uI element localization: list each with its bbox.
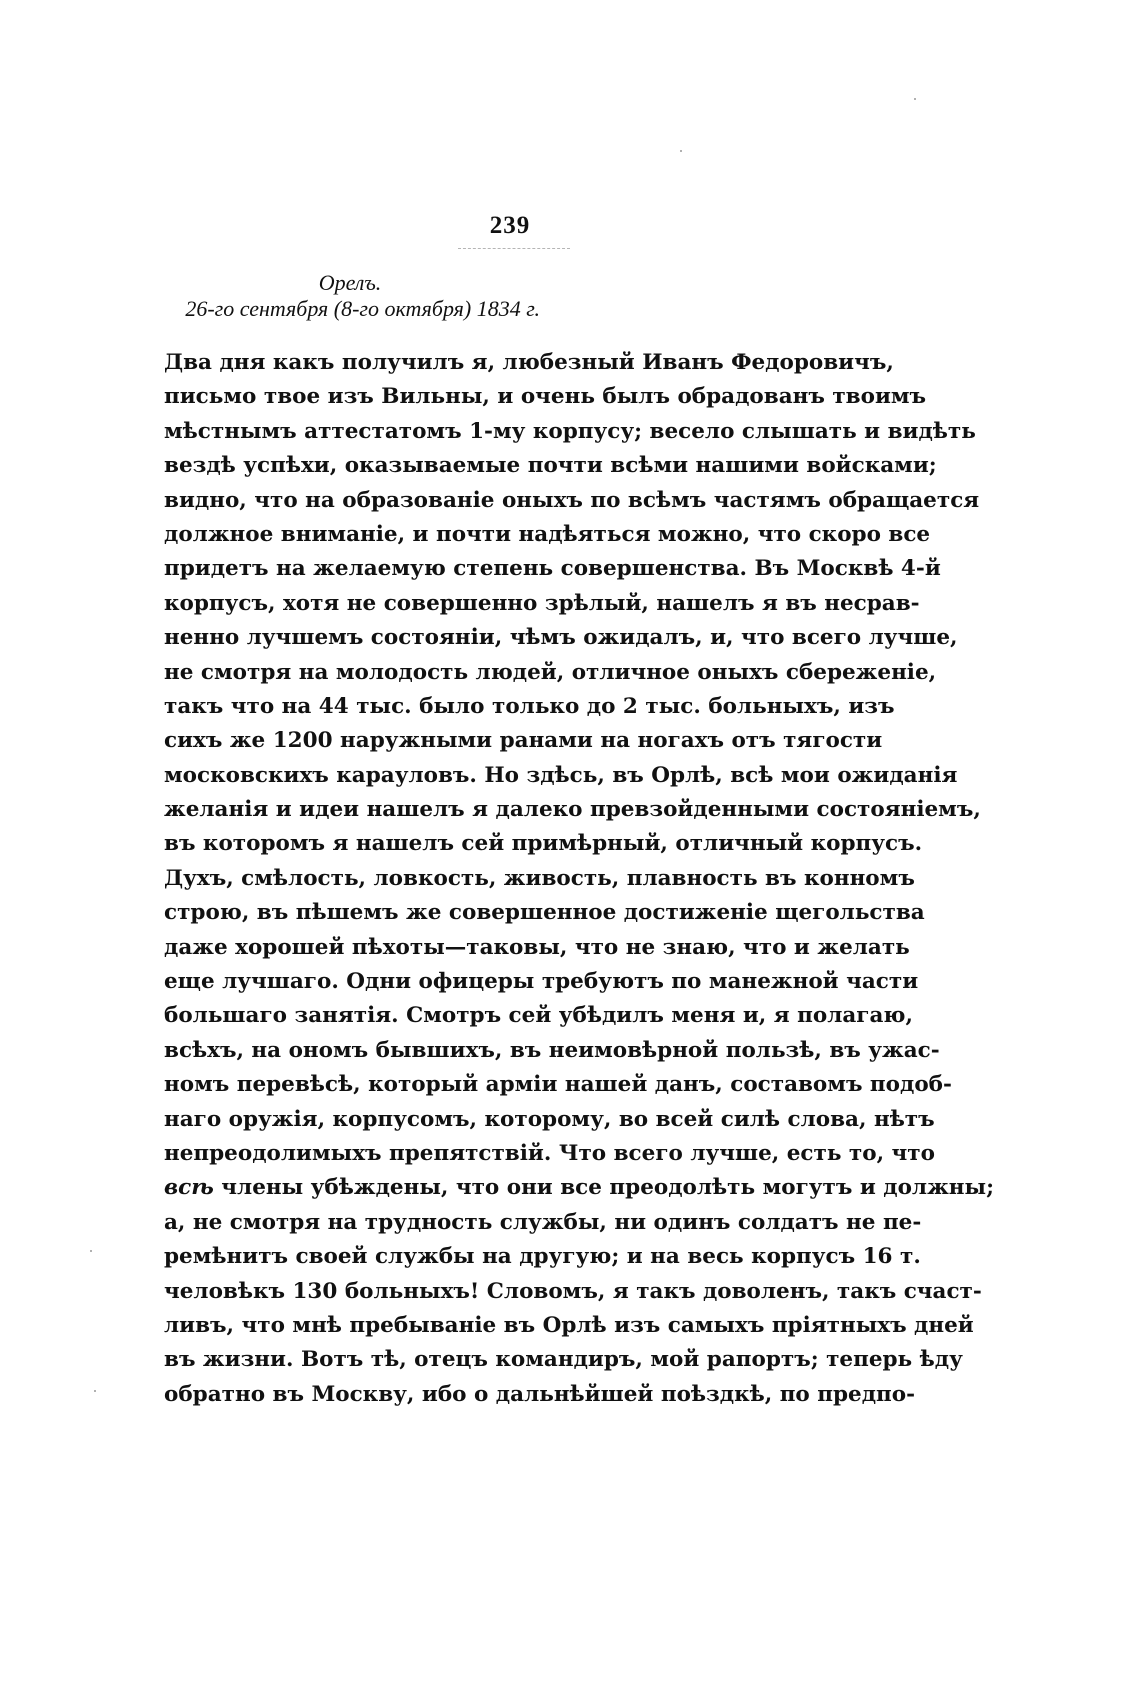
letter-line: ненно лучшемъ состояніи, чѣмъ ожидалъ, и, что всего лучше,: [164, 625, 958, 651]
letter-line: а, не смотря на трудность службы, ни одинъ солдатъ не пе-: [164, 1209, 922, 1235]
letter-line: такъ что на 44 тыс. было только до 2 тыс. больныхъ, изъ: [164, 693, 895, 719]
letter-line: Два дня какъ получилъ я, любезный Иванъ Федоровичъ,: [164, 350, 894, 375]
letter-line: большаго занятія. Смотръ сей убѣдилъ меня и, я полагаю,: [164, 1003, 913, 1029]
letter-line: непреодолимыхъ препятствій. Что всего лучше, есть то, что: [164, 1140, 935, 1166]
letter-line: всѣхъ, на ономъ бывшихъ, въ неимовѣрной пользѣ, въ ужас-: [164, 1037, 940, 1063]
letter-line-with-italic: [164, 1171, 995, 1205]
letter-line: Духъ, смѣлость, ловкость, живость, плавность въ конномъ: [164, 865, 915, 891]
letter-line: желанія и идеи нашелъ я далеко превзойденными состояніемъ,: [164, 797, 981, 823]
letter-line: человѣкъ 130 больныхъ! Словомъ, я такъ доволенъ, такъ счаст-: [164, 1278, 982, 1304]
letter-line: сихъ же 1200 наружными ранами на ногахъ отъ тягости: [164, 728, 883, 754]
letter-line: строю, въ пѣшемъ же совершенное достиженіе щегольства: [164, 900, 925, 926]
letter-line: въ которомъ я нашелъ сей примѣрный, отличный корпусъ.: [164, 831, 923, 857]
letter-line-rest: члены убѣждены, что они все преодолѣть могутъ и должны;: [221, 1175, 995, 1201]
letter-line: корпусъ, хотя не совершенно зрѣлый, нашелъ я въ несрав-: [164, 590, 920, 616]
paper-speck: [94, 1390, 96, 1392]
paper-speck: [90, 1250, 92, 1252]
page-number: 239: [489, 212, 531, 239]
letter-line: московскихъ карауловъ. Но здѣсь, въ Орлѣ, всѣ мои ожиданія: [164, 762, 958, 788]
letter-body: [164, 346, 995, 1412]
letter-line: не смотря на молодость людей, отличное оныхъ сбереженіе,: [164, 659, 937, 685]
dateline-place: Орелъ.: [318, 270, 382, 295]
letter-line: видно, что на образованіе оныхъ по всѣмъ частямъ обращается: [164, 487, 980, 513]
letter-line: вездѣ успѣхи, оказываемые почти всѣми нашими войсками;: [164, 453, 937, 479]
letter-line: наго оружія, корпусомъ, которому, во всей силѣ слова, нѣтъ: [164, 1106, 935, 1132]
letter-line: ремѣнитъ своей службы на другую; и на весь корпусъ 16 т.: [164, 1244, 921, 1270]
italic-word: всѣ: [164, 1175, 214, 1201]
letter-line: номъ перевѣсѣ, который арміи нашей данъ, составомъ подоб-: [164, 1072, 952, 1098]
letter-line: мѣстнымъ аттестатомъ 1-му корпусу; весело слышать и видѣть: [164, 418, 976, 444]
letter-line: письмо твое изъ Вильны, и очень былъ обрадованъ твоимъ: [164, 384, 927, 410]
dateline-date: 26-го сентября (8-го октября) 1834 г.: [185, 296, 540, 321]
letter-line: придетъ на желаемую степень совершенства. Въ Москвѣ 4-й: [164, 556, 941, 582]
page-number-rule: [458, 248, 570, 249]
letter-line: ливъ, что мнѣ пребываніе въ Орлѣ изъ самыхъ пріятныхъ дней: [164, 1312, 974, 1338]
letter-line: даже хорошей пѣхоты—таковы, что не знаю, что и желать: [164, 934, 910, 960]
letter-line: должное вниманіе, и почти надѣяться можно, что скоро все: [164, 521, 931, 547]
letter-line: въ жизни. Вотъ тѣ, отецъ командиръ, мой рапортъ; теперь ѣду: [164, 1347, 963, 1373]
letter-line: обратно въ Москву, ибо о дальнѣйшей поѣздкѣ, по предпо-: [164, 1381, 916, 1407]
letter-line: еще лучшаго. Одни офицеры требуютъ по манежной части: [164, 969, 919, 995]
paper-speck: [914, 98, 916, 100]
paper-speck: [680, 150, 682, 152]
